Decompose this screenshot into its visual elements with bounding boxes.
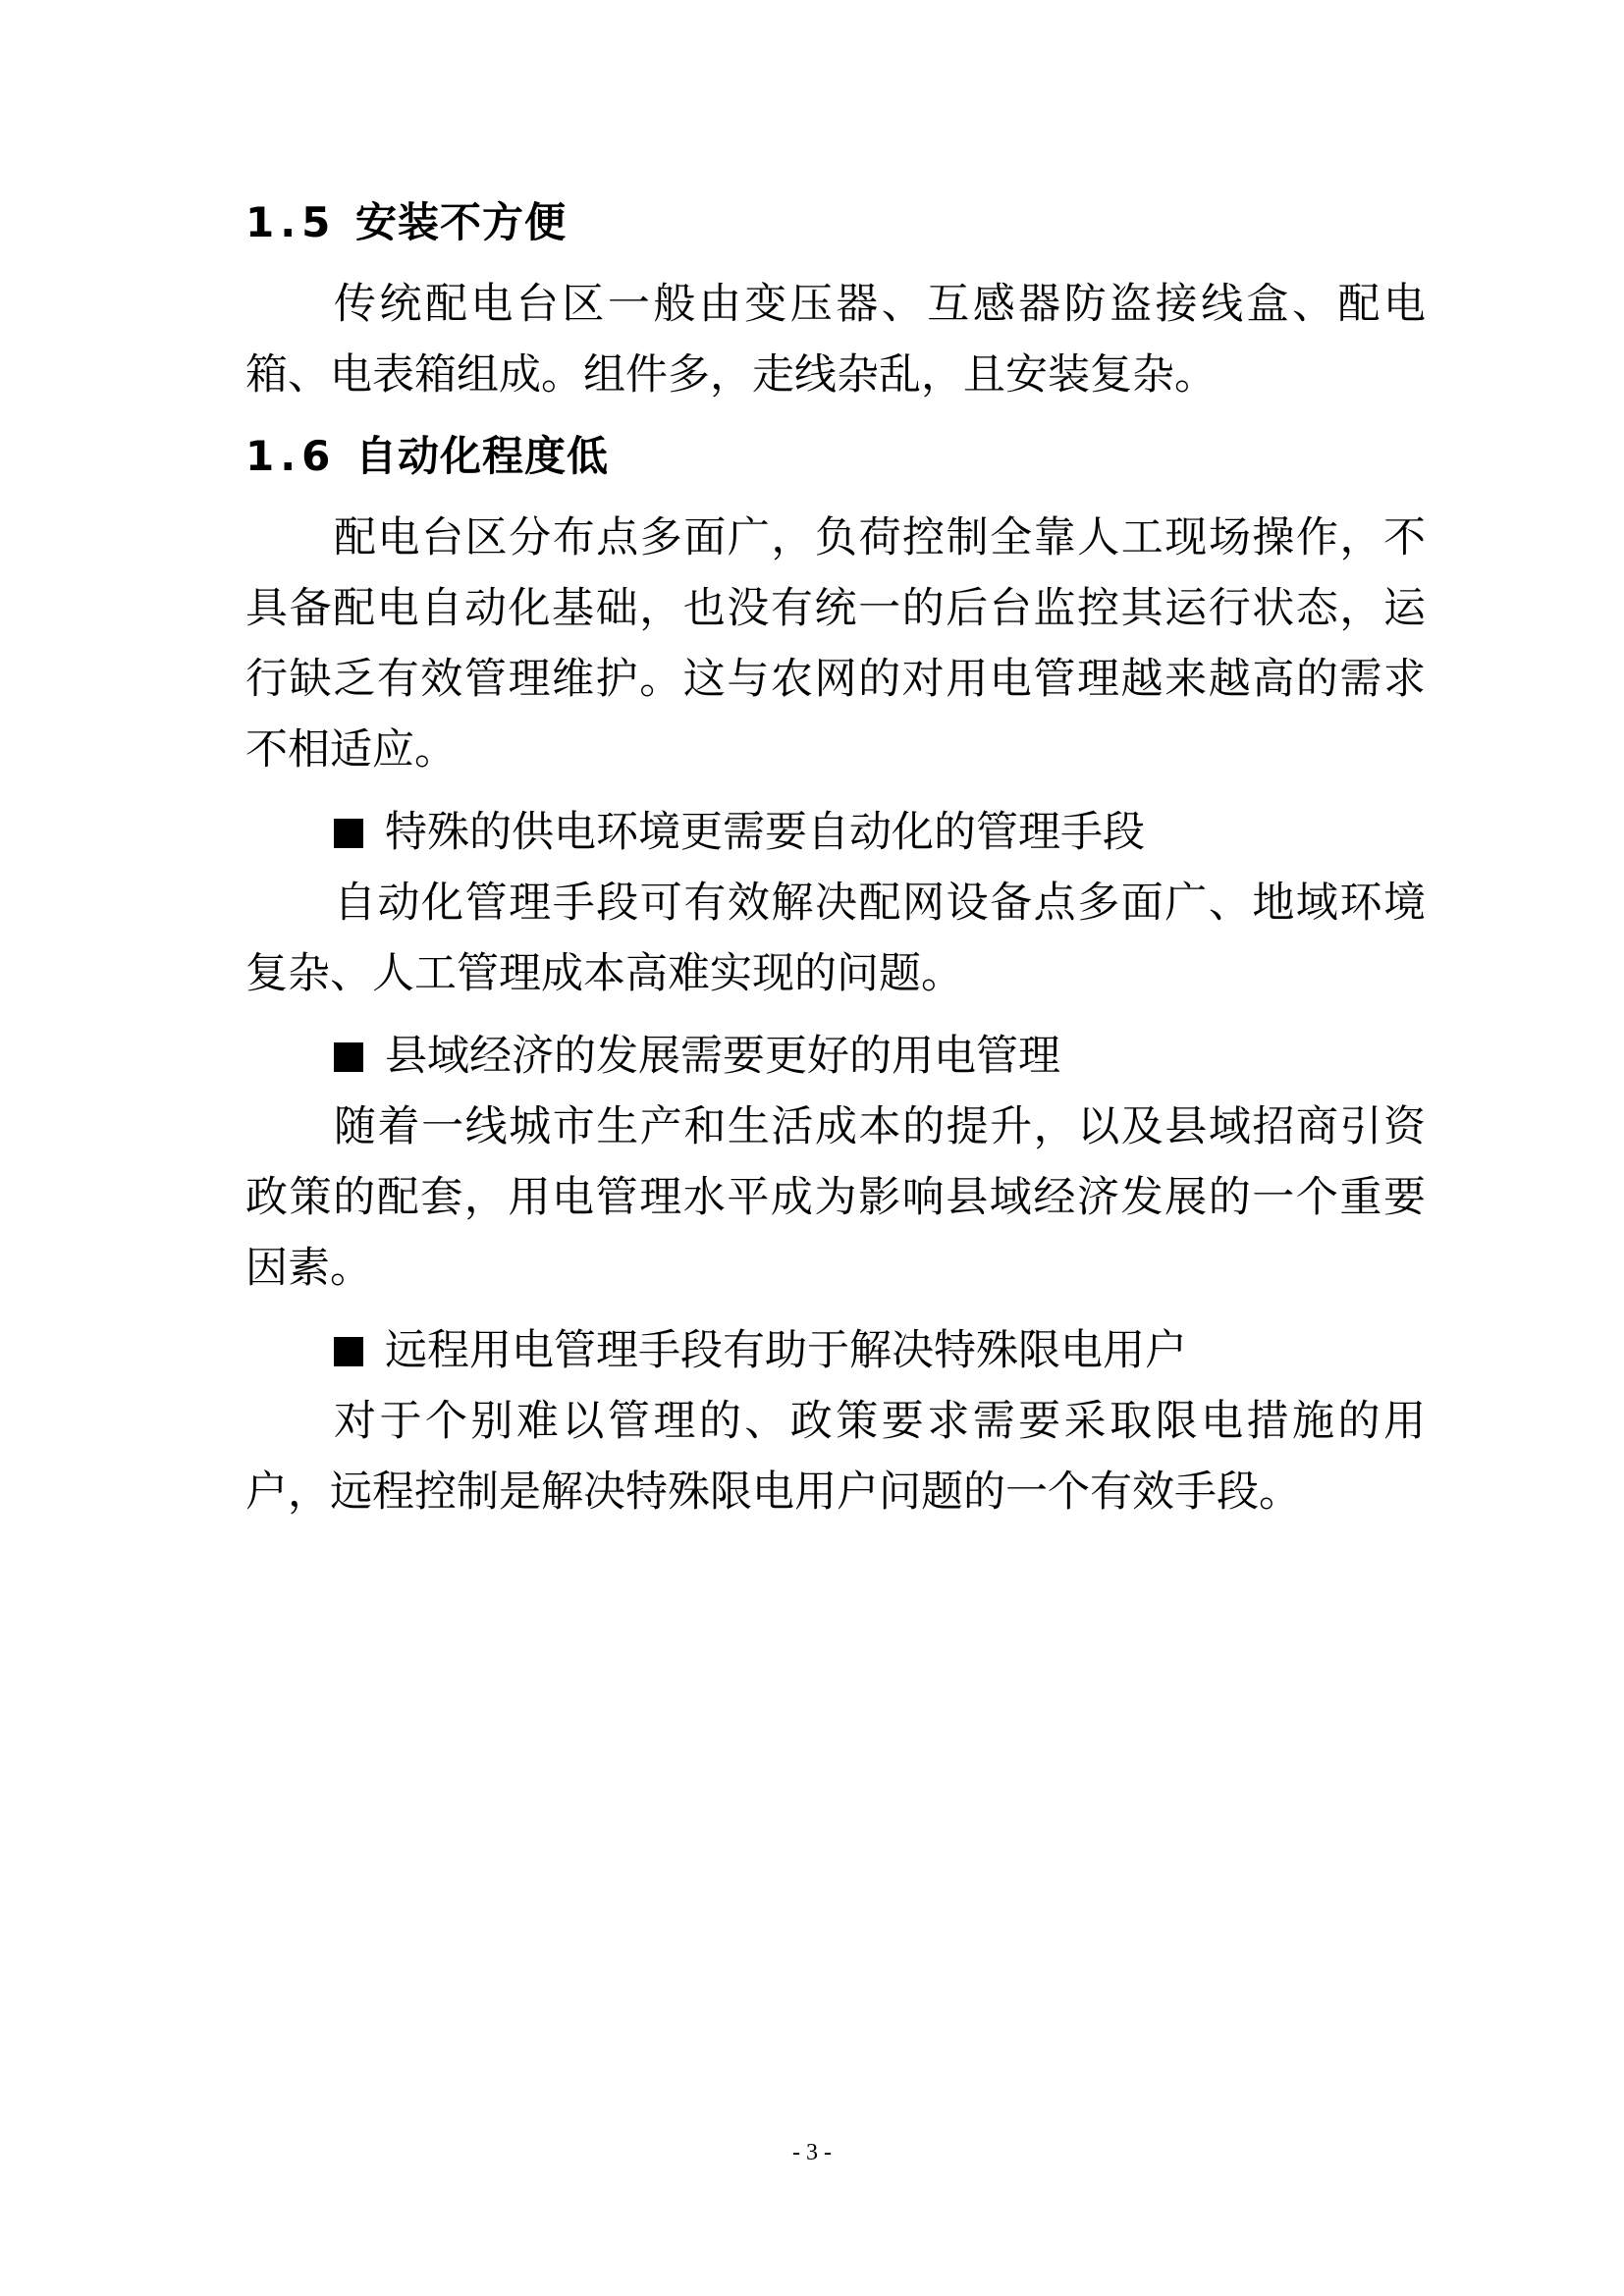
section-number: 1.5 (245, 198, 337, 246)
bullet-point-title (245, 1315, 1426, 1386)
section-heading-1-6 (245, 422, 1426, 491)
section-title: 安装不方便 (355, 198, 568, 246)
bullet-point-text: 对于个别难以管理的、政策要求需要采取限电措施的用户，远程控制是解决特殊限电用户问题的一个有效手段。 (245, 1397, 1426, 1517)
bullet-point-title (245, 797, 1426, 868)
bullet-title-text: 县域经济的发展需要更好的用电管理 (385, 1032, 1060, 1081)
section-number: 1.6 (245, 432, 337, 480)
bullet-point-text: 随着一线城市生产和生活成本的提升，以及县域招商引资政策的配套，用电管理水平成为影响县域经济发展的一个重要因素。 (245, 1102, 1426, 1293)
bullet-title-text: 远程用电管理手段有助于解决特殊限电用户 (385, 1326, 1187, 1375)
section-title: 自动化程度低 (355, 432, 610, 480)
bullet-point-text: 自动化管理手段可有效解决配网设备点多面广、地域环境复杂、人工管理成本高难实现的问题。 (245, 879, 1426, 998)
bullet-title-text: 特殊的供电环境更需要自动化的管理手段 (385, 808, 1145, 857)
section-heading-1-5 (245, 188, 1426, 257)
page-content (245, 188, 1426, 1539)
section-paragraph: 传统配电台区一般由变压器、互感器防盗接线盒、配电箱、电表箱组成。组件多，走线杂乱，且安装复杂。 (245, 280, 1426, 400)
section-paragraph: 配电台区分布点多面广，负荷控制全靠人工现场操作，不具备配电自动化基础，也没有统一的后台监控其运行状态，运行缺乏有效管理维护。这与农网的对用电管理越来越高的需求不相适应。 (245, 513, 1426, 774)
square-bullet-icon (334, 819, 363, 848)
square-bullet-icon (334, 1042, 363, 1072)
square-bullet-icon (334, 1337, 363, 1366)
page-number: - 3 - (792, 2140, 832, 2165)
bullet-point-title (245, 1021, 1426, 1092)
